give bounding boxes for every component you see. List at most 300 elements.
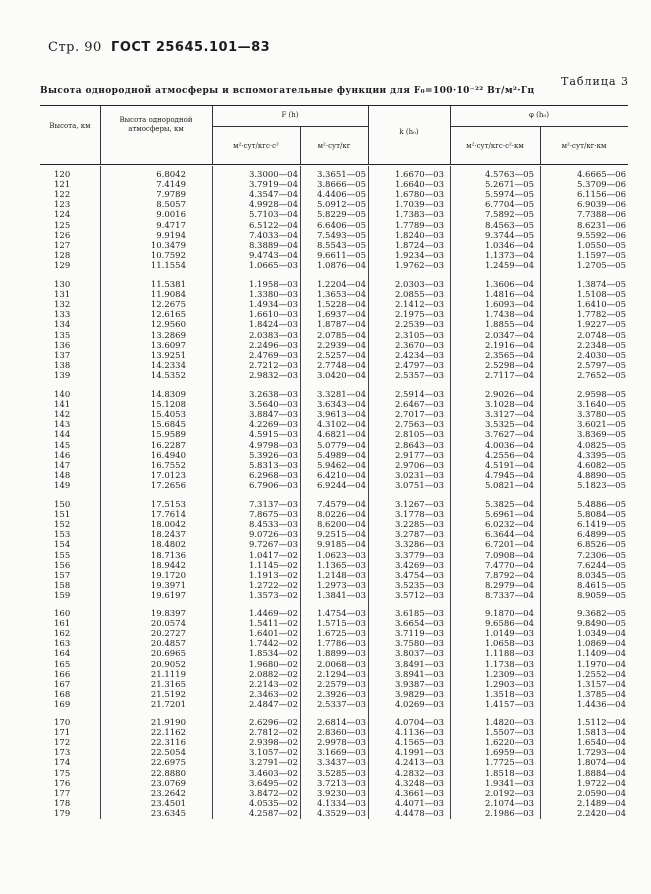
cell-homog-height: 20.6965 [150,649,186,660]
cell-k: 4.1991—03 [394,748,444,759]
cell-homog-height: 12.2675 [150,300,186,311]
cell-phi2: 5.1823—05 [576,480,626,491]
cell-phi1: 8.7337—04 [484,590,534,601]
cell-phi2: 2.7652—05 [576,370,626,381]
cell-k: 3.7119—03 [394,629,444,640]
cell-k: 3.5235—03 [394,580,444,591]
cell-height: 135 [54,330,71,341]
cell-phi2: 1.0869—04 [576,639,626,650]
cell-homog-height: 20.0574 [150,619,186,630]
cell-phi1: 5.0821—04 [484,480,534,491]
cell-F2: 6.9244—04 [316,480,366,491]
table-row [40,591,628,601]
table-row [40,500,628,510]
cell-k: 4.2413—03 [394,758,444,769]
cell-phi2: 6.1419—05 [576,520,626,531]
cell-height: 136 [54,340,71,351]
cell-phi1: 7.0908—04 [484,550,534,561]
cell-height: 167 [54,679,71,690]
cell-k: 3.7580—03 [394,639,444,650]
cell-homog-height: 23.4501 [150,798,186,809]
cell-homog-height: 23.2642 [150,788,186,799]
cell-F1: 2.0882—02 [248,669,298,680]
col-homogeneous-height: Высота однородной атмосферы, км [119,116,193,133]
cell-phi1: 2.0347—04 [484,330,534,341]
cell-phi2: 1.7293—04 [576,748,626,759]
page-header [48,40,270,55]
cell-k: 3.5712—03 [394,590,444,601]
cell-F1: 1.6401—02 [248,629,298,640]
cell-height: 122 [54,190,71,201]
cell-height: 126 [54,230,71,241]
cell-phi2: 1.4436—04 [576,699,626,710]
cell-k: 1.7039—03 [394,200,444,211]
cell-F2: 3.6343—04 [316,400,366,411]
cell-height: 173 [54,748,71,759]
cell-homog-height: 21.5192 [150,689,186,700]
cell-homog-height: 19.8397 [150,609,186,619]
header-rule [450,126,628,127]
cell-phi2: 3.3780—05 [576,410,626,421]
cell-height: 178 [54,798,71,809]
cell-F2: 5.4989—04 [316,450,366,461]
cell-homog-height: 10.7592 [150,250,186,261]
cell-F2: 1.8787—04 [316,320,366,331]
cell-F2: 1.2148—03 [316,570,366,581]
page-number: Стр. 90 [48,40,102,55]
cell-homog-height: 21.7201 [150,699,186,710]
cell-F1: 1.1145—02 [248,560,298,571]
cell-k: 3.6185—03 [394,609,444,619]
cell-height: 158 [54,580,71,591]
cell-height: 141 [54,400,71,411]
cell-k: 1.9234—03 [394,250,444,261]
table-row [40,400,628,410]
cell-phi1: 7.8792—04 [484,570,534,581]
cell-homog-height: 13.2869 [150,330,186,341]
cell-phi2: 4.6665—06 [576,170,626,180]
cell-F1: 3.5640—03 [248,400,298,411]
table-row [40,180,628,190]
cell-phi1: 1.4157—03 [484,699,534,710]
cell-k: 3.9829—03 [394,689,444,700]
cell-F1: 7.3137—03 [248,500,298,510]
cell-homog-height: 23.6345 [150,808,186,819]
cell-F1: 3.4603—02 [248,768,298,779]
standard-code: ГОСТ 25645.101—83 [111,40,271,55]
cell-phi1: 4.5763—05 [484,170,534,180]
col-phi: φ (h₀) [529,111,549,119]
cell-phi1: 1.1188—03 [484,649,534,660]
cell-height: 143 [54,420,71,431]
cell-F1: 1.4934—03 [248,300,298,311]
cell-k: 4.0704—03 [394,718,444,728]
cell-phi2: 9.3682—05 [576,609,626,619]
col-height: Высота, км [49,122,91,130]
cell-F2: 4.4406—05 [316,190,366,201]
cell-phi1: 3.7627—04 [484,430,534,441]
table-caption: Высота однородной атмосферы и вспомогательные функции для F₀=100·10⁻²² Вт/м²·Гц [40,86,535,96]
cell-phi1: 1.5507—03 [484,728,534,739]
cell-phi1: 1.2459—04 [484,260,534,271]
cell-phi2: 5.4886—05 [576,500,626,510]
table-row [40,280,628,290]
cell-F1: 6.2968—03 [248,470,298,481]
table-row [40,231,628,241]
cell-F2: 3.9230—03 [316,788,366,799]
cell-phi2: 1.6410—05 [576,300,626,311]
cell-homog-height: 16.7552 [150,460,186,471]
cell-phi1: 2.7117—04 [484,370,534,381]
cell-F2: 1.6937—04 [316,310,366,321]
cell-phi2: 2.4030—05 [576,350,626,361]
cell-k: 3.2787—03 [394,530,444,541]
cell-phi1: 2.1916—04 [484,340,534,351]
cell-phi1: 1.4816—04 [484,290,534,301]
cell-k: 1.7383—03 [394,210,444,221]
table-row [40,430,628,440]
cell-homog-height: 22.8880 [150,768,186,779]
cell-k: 2.1975—03 [394,310,444,321]
table-row [40,758,628,768]
cell-height: 145 [54,440,71,451]
cell-phi2: 6.1156—06 [576,190,626,201]
col-phi-unit2: м²·сут/кг·км [561,142,607,150]
cell-k: 2.9177—03 [394,450,444,461]
cell-height: 159 [54,590,71,601]
cell-F1: 2.6296—02 [248,718,298,728]
cell-phi1: 1.9341—03 [484,778,534,789]
cell-phi1: 2.5298—04 [484,360,534,371]
cell-phi2: 4.3395—05 [576,450,626,461]
cell-height: 147 [54,460,71,471]
cell-F1: 4.9798—03 [248,440,298,451]
cell-height: 154 [54,540,71,551]
cell-phi1: 1.8855—04 [484,320,534,331]
cell-phi2: 2.1489—04 [576,798,626,809]
cell-F1: 4.2269—03 [248,420,298,431]
cell-phi2: 1.5813—04 [576,728,626,739]
cell-F1: 6.7906—03 [248,480,298,491]
cell-k: 1.6640—03 [394,180,444,191]
cell-homog-height: 9.0016 [156,210,186,221]
cell-k: 2.8105—03 [394,430,444,441]
cell-height: 129 [54,260,71,271]
cell-F1: 1.4469—02 [248,609,298,619]
cell-height: 148 [54,470,71,481]
cell-F2: 3.3281—04 [316,390,366,400]
cell-homog-height: 6.8042 [156,170,186,180]
cell-homog-height: 15.4053 [150,410,186,421]
cell-k: 2.3670—03 [394,340,444,351]
cell-phi2: 2.0748—05 [576,330,626,341]
cell-height: 149 [54,480,71,491]
cell-height: 156 [54,560,71,571]
cell-F1: 1.0417—02 [248,550,298,561]
cell-homog-height: 18.0042 [150,520,186,531]
cell-F1: 3.6495—02 [248,778,298,789]
cell-F1: 2.9398—02 [248,738,298,749]
header-divider [300,126,301,164]
cell-F2: 3.7213—03 [316,778,366,789]
cell-phi1: 1.7438—04 [484,310,534,321]
table-row [40,361,628,371]
cell-k: 1.9762—03 [394,260,444,271]
cell-phi1: 8.2979—04 [484,580,534,591]
cell-phi1: 7.5892—05 [484,210,534,221]
cell-phi2: 1.6540—04 [576,738,626,749]
cell-k: 3.4754—03 [394,570,444,581]
cell-F2: 9.9185—04 [316,540,366,551]
cell-F1: 4.2587—02 [248,808,298,819]
cell-height: 146 [54,450,71,461]
cell-k: 3.0751—03 [394,480,444,491]
cell-F1: 4.5915—03 [248,430,298,441]
cell-F2: 7.4579—04 [316,500,366,510]
cell-k: 2.4797—03 [394,360,444,371]
cell-k: 1.7789—03 [394,220,444,231]
cell-F2: 2.3926—03 [316,689,366,700]
table-row [40,341,628,351]
cell-k: 2.1412—03 [394,300,444,311]
cell-height: 157 [54,570,71,581]
cell-homog-height: 23.0769 [150,778,186,789]
cell-homog-height: 11.9084 [150,290,186,301]
cell-height: 153 [54,530,71,541]
cell-phi1: 9.1870—04 [484,609,534,619]
cell-phi1: 9.6586—04 [484,619,534,630]
cell-k: 3.1267—03 [394,500,444,510]
table-row [40,441,628,451]
table-row [40,690,628,700]
table-row [40,390,628,400]
cell-phi2: 1.8074—04 [576,758,626,769]
cell-F2: 5.0779—04 [316,440,366,451]
cell-homog-height: 16.4940 [150,450,186,461]
cell-k: 4.3248—03 [394,778,444,789]
header-rule [212,126,368,127]
col-k: k (h₀) [399,128,419,136]
table-row [40,310,628,320]
cell-F2: 9.6611—05 [316,250,366,261]
cell-height: 166 [54,669,71,680]
cell-homog-height: 14.5352 [150,370,186,381]
col-phi-unit1: м²·сут/кгс·с²·км [466,142,524,150]
cell-k: 3.9387—03 [394,679,444,690]
cell-phi2: 2.2348—05 [576,340,626,351]
cell-homog-height: 19.3971 [150,580,186,591]
cell-homog-height: 21.3165 [150,679,186,690]
cell-homog-height: 9.4717 [156,220,186,231]
cell-phi2: 1.7782—05 [576,310,626,321]
cell-F1: 3.7919—04 [248,180,298,191]
cell-homog-height: 22.6975 [150,758,186,769]
cell-phi2: 8.4615—05 [576,580,626,591]
cell-phi2: 1.5108—05 [576,290,626,301]
cell-F2: 2.8360—03 [316,728,366,739]
cell-F2: 1.2973—03 [316,580,366,591]
col-F-unit1: м²·сут/кгс·с² [233,142,279,150]
cell-phi1: 1.6093—04 [484,300,534,311]
cell-F1: 7.8675—03 [248,510,298,521]
cell-F1: 2.7212—03 [248,360,298,371]
table-row [40,170,628,180]
cell-phi2: 4.0825—05 [576,440,626,451]
cell-k: 1.6670—03 [394,170,444,180]
cell-phi2: 5.8084—05 [576,510,626,521]
cell-F1: 3.2791—02 [248,758,298,769]
cell-F2: 1.5715—03 [316,619,366,630]
cell-phi1: 4.7945—04 [484,470,534,481]
cell-F1: 1.2722—02 [248,580,298,591]
cell-phi2: 1.9722—04 [576,778,626,789]
cell-phi1: 4.5191—04 [484,460,534,471]
cell-k: 1.6780—03 [394,190,444,201]
cell-phi1: 1.4820—03 [484,718,534,728]
cell-F2: 2.6814—03 [316,718,366,728]
cell-F1: 1.8534—02 [248,649,298,660]
cell-phi1: 1.2903—03 [484,679,534,690]
cell-phi1: 5.2671—05 [484,180,534,191]
cell-height: 163 [54,639,71,650]
cell-phi2: 1.9227—05 [576,320,626,331]
cell-F1: 3.1057—02 [248,748,298,759]
table-row [40,639,628,649]
cell-phi1: 1.3518—03 [484,689,534,700]
table-row [40,700,628,710]
table-row [40,718,628,728]
col-F-unit2: м²·сут/кг [317,142,351,150]
table-row [40,629,628,639]
cell-phi2: 3.1640—05 [576,400,626,411]
cell-F2: 5.9462—04 [316,460,366,471]
cell-height: 128 [54,250,71,261]
cell-height: 134 [54,320,71,331]
cell-k: 2.7563—03 [394,420,444,431]
cell-phi1: 2.0192—03 [484,788,534,799]
cell-k: 2.2539—03 [394,320,444,331]
cell-phi2: 6.9039—06 [576,200,626,211]
cell-phi2: 1.8884—04 [576,768,626,779]
cell-F1: 4.9928—04 [248,200,298,211]
table-row [40,371,628,381]
table-row [40,221,628,231]
cell-homog-height: 16.2287 [150,440,186,451]
cell-phi1: 6.7201—04 [484,540,534,551]
cell-k: 3.3779—03 [394,550,444,561]
cell-F1: 1.9680—02 [248,659,298,670]
cell-homog-height: 22.3116 [150,738,186,749]
cell-homog-height: 14.2334 [150,360,186,371]
row-group [40,500,628,601]
cell-F1: 1.1913—02 [248,570,298,581]
cell-k: 3.1778—03 [394,510,444,521]
cell-F2: 2.2579—03 [316,679,366,690]
cell-homog-height: 17.7614 [150,510,186,521]
cell-phi2: 1.3874—05 [576,280,626,290]
cell-height: 133 [54,310,71,321]
table-row [40,410,628,420]
cell-height: 139 [54,370,71,381]
cell-F2: 9.2515—04 [316,530,366,541]
cell-phi1: 5.3825—04 [484,500,534,510]
table-row [40,210,628,220]
cell-F2: 4.6821—04 [316,430,366,441]
cell-height: 162 [54,629,71,640]
cell-F1: 3.8847—03 [248,410,298,421]
cell-F1: 1.3573—02 [248,590,298,601]
cell-F1: 2.0383—03 [248,330,298,341]
table-row [40,728,628,738]
cell-F2: 2.5337—03 [316,699,366,710]
cell-phi2: 8.9059—05 [576,590,626,601]
table-row [40,251,628,261]
cell-k: 3.8037—03 [394,649,444,660]
cell-F1: 5.8313—03 [248,460,298,471]
cell-homog-height: 9.9194 [156,230,186,241]
cell-homog-height: 19.6197 [150,590,186,601]
cell-F1: 1.3380—03 [248,290,298,301]
cell-phi1: 1.0149—03 [484,629,534,640]
table-row [40,769,628,779]
cell-F1: 2.4847—02 [248,699,298,710]
cell-F2: 1.0876—04 [316,260,366,271]
header-divider [540,126,541,164]
cell-phi2: 8.6231—06 [576,220,626,231]
cell-height: 150 [54,500,71,510]
cell-F2: 2.2939—04 [316,340,366,351]
cell-F1: 8.4533—03 [248,520,298,531]
cell-homog-height: 14.8309 [150,390,186,400]
cell-phi2: 1.5112—04 [576,718,626,728]
cell-homog-height: 18.7136 [150,550,186,561]
cell-phi2: 9.5592—06 [576,230,626,241]
cell-height: 131 [54,290,71,301]
cell-F1: 1.0665—03 [248,260,298,271]
cell-F2: 2.0785—04 [316,330,366,341]
table-row [40,540,628,550]
cell-phi1: 6.7704—05 [484,200,534,211]
cell-phi2: 2.5797—05 [576,360,626,371]
cell-k: 2.0855—03 [394,290,444,301]
cell-F2: 2.1294—03 [316,669,366,680]
cell-phi1: 6.0232—04 [484,520,534,531]
cell-homog-height: 22.5054 [150,748,186,759]
cell-F2: 5.0912—05 [316,200,366,211]
table-row [40,331,628,341]
cell-phi2: 3.8369—05 [576,430,626,441]
cell-height: 140 [54,390,71,400]
cell-phi2: 4.8890—05 [576,470,626,481]
row-group [40,170,628,271]
cell-homog-height: 11.1554 [150,260,186,271]
cell-F2: 2.7748—04 [316,360,366,371]
cell-F2: 3.3437—03 [316,758,366,769]
cell-height: 176 [54,778,71,789]
table-row [40,300,628,310]
table-header [40,105,628,165]
cell-phi1: 1.6959—03 [484,748,534,759]
table-row [40,551,628,561]
cell-F2: 7.5493—05 [316,230,366,241]
cell-phi1: 5.6961—04 [484,510,534,521]
cell-phi1: 1.8518—03 [484,768,534,779]
cell-F1: 8.3889—04 [248,240,298,251]
cell-homog-height: 7.9789 [156,190,186,201]
cell-phi2: 2.0590—04 [576,788,626,799]
cell-F2: 4.1334—03 [316,798,366,809]
cell-homog-height: 11.5381 [150,280,186,290]
